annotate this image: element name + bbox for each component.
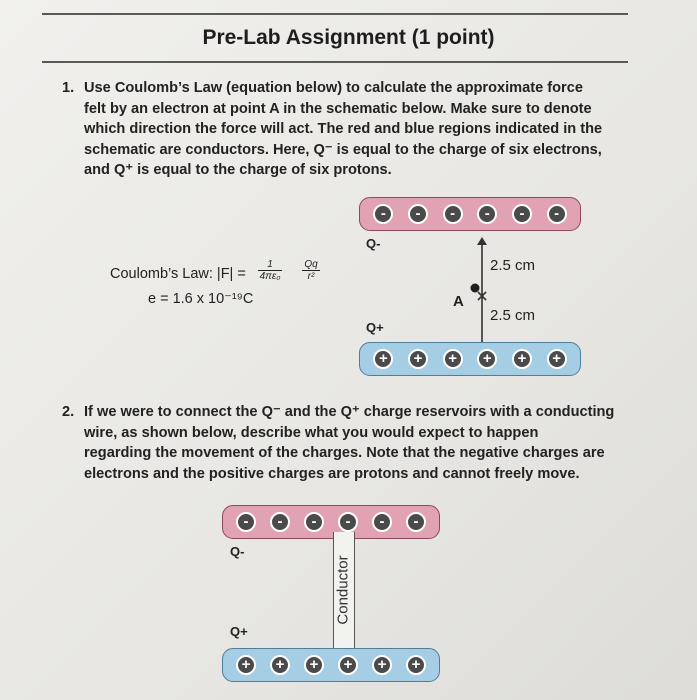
proton-charge: + (406, 655, 426, 675)
page-title: Pre-Lab Assignment (1 point) (202, 26, 495, 49)
electron-charge: - (338, 512, 358, 532)
proton-charge: + (372, 655, 392, 675)
electron-charge: - (270, 512, 290, 532)
proton-charge: + (443, 349, 463, 369)
question-1-line: and Q⁺ is equal to the charge of six protons. (84, 162, 392, 178)
question-2-line: If we were to connect the Q⁻ and the Q⁺ charge reservoirs with a conducting (84, 404, 615, 420)
q-plus-label: Q+ (366, 320, 384, 335)
proton-charge: + (512, 349, 532, 369)
question-1-number: 1. (62, 80, 75, 96)
proton-charge: + (304, 655, 324, 675)
top-distance-label: 2.5 cm (490, 257, 536, 274)
question-1-line: felt by an electron at point A in the schematic below. Make sure to denote (84, 100, 592, 117)
electron-charge: - (443, 204, 463, 224)
electron-charge: - (373, 204, 393, 224)
q-plus-label-2: Q+ (230, 624, 248, 639)
electron-charge: - (304, 512, 324, 532)
proton-charge: + (338, 655, 358, 675)
fraction-1-denominator: 4πε₀ (259, 271, 281, 282)
proton-charge: + (236, 655, 256, 675)
fraction-2-numerator: Qq (302, 259, 320, 271)
question-1-line: which direction the force will act. The red and blue regions indicated in the (84, 121, 603, 137)
point-a-dot (471, 284, 480, 293)
question-1-line: Use Coulomb’s Law (equation below) to calculate the approximate force (84, 80, 583, 96)
proton-charge: + (408, 349, 428, 369)
electron-charge: - (236, 512, 256, 532)
coulomb-law-label: Coulomb’s Law: |F| = (110, 266, 246, 282)
fraction-1-numerator: 1 (258, 259, 282, 271)
proton-charge: + (270, 655, 290, 675)
electron-charge: - (547, 204, 567, 224)
positive-conductor-plate-1 (359, 342, 581, 376)
question-1-line: schematic are conductors. Here, Q⁻ is equal to the charge of six electrons, (84, 141, 602, 158)
electron-charge: - (372, 512, 392, 532)
electron-charge: - (477, 204, 497, 224)
proton-charge: + (477, 349, 497, 369)
point-a-label: A (453, 293, 464, 310)
question-2 (62, 402, 644, 484)
proton-charge: + (547, 349, 567, 369)
conductor-label: Conductor (334, 555, 352, 625)
q-minus-label: Q- (366, 236, 381, 251)
question-2-number: 2. (62, 404, 75, 420)
q-minus-label-2: Q- (230, 544, 245, 559)
electron-charge-line: e = 1.6 x 10⁻¹⁹C (148, 291, 254, 307)
question-2-line: electrons and the positive charges are protons and cannot freely move. (84, 465, 580, 482)
electron-charge: - (512, 204, 532, 224)
electron-charge: - (408, 204, 428, 224)
fraction-2-denominator: r² (307, 271, 315, 282)
question-2-line: wire, as shown below, describe what you would expect to happen (84, 424, 539, 441)
proton-charge: + (373, 349, 393, 369)
electron-charge: - (406, 512, 426, 532)
question-2-line: regarding the movement of the charges. Note that the negative charges are (84, 445, 605, 461)
bottom-distance-label: 2.5 cm (490, 307, 536, 324)
negative-conductor-plate-2 (222, 505, 440, 539)
positive-conductor-plate-2 (222, 648, 440, 682)
